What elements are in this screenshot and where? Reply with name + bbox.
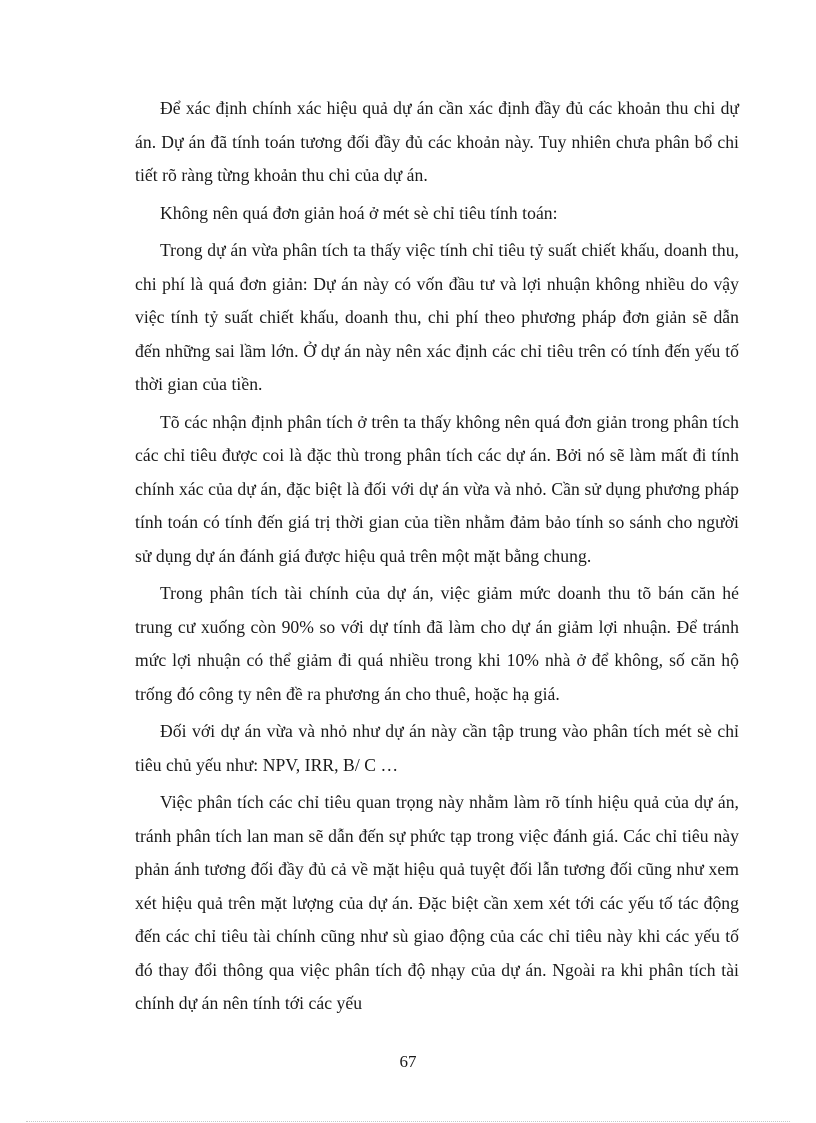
paragraph-3: Trong dự án vừa phân tích ta thấy việc tính chỉ tiêu tỷ suất chiết khấu, doanh thu, chi phí là quá đơn giản: Dự án này có vốn đầu tư và lợi nhuận không nhiều do vậy việc tính tỷ suất chiết khấu, doanh thu, chi phí theo phương pháp đơn giản sẽ dẫn đến những sai lầm lớn. Ở dự án này nên xác định các chỉ tiêu trên có tính đến yếu tố thời gian của tiền. [135, 240, 739, 394]
paragraph-1: Để xác định chính xác hiệu quả dự án cần xác định đầy đủ các khoản thu chi dự án. Dự án đã tính toán tương đối đầy đủ các khoản này. Tuy nhiên chưa phân bổ chi tiết rõ ràng từng khoản thu chi của dự án. [135, 98, 739, 185]
paragraph-7: Việc phân tích các chỉ tiêu quan trọng này nhằm làm rõ tính hiệu quả của dự án, tránh phân tích lan man sẽ dẫn đến sự phức tạp trong việc đánh giá. Các chỉ tiêu này phản ánh tương đối đầy đủ cả về mặt hiệu quả tuyệt đối lẫn tương đối cũng như xem xét hiệu quả trên mặt lượng của dự án. Đặc biệt cần xem xét tới các yếu tố tác động đến các chỉ tiêu tài chính cũng như sù giao động của các chỉ tiêu này khi các yếu tố đó thay đổi thông qua việc phân tích độ nhạy của dự án. Ngoài ra khi phân tích tài chính dự án nên tính tới các yếu [135, 792, 739, 1013]
page-number: 67 [399, 1052, 417, 1071]
paragraph-5: Trong phân tích tài chính của dự án, việc giảm mức doanh thu tõ bán căn hé trung cư xuống còn 90% so với dự tính đã làm cho dự án giảm lợi nhuận. Để tránh mức lợi nhuận có thể giảm đi quá nhiều trong khi 10% nhà ở để không, số căn hộ trống đó công ty nên đề ra phương án cho thuê, hoặc hạ giá. [135, 583, 739, 704]
paragraph-2: Không nên quá đơn giản hoá ở mét sè chỉ tiêu tính toán: [160, 202, 558, 223]
paragraph-6: Đối với dự án vừa và nhỏ như dự án này cần tập trung vào phân tích mét sè chỉ tiêu chủ yếu như: NPV, IRR, B/ C … [135, 721, 739, 775]
page-body [135, 92, 739, 1025]
paragraph-4: Tõ các nhận định phân tích ở trên ta thấy không nên quá đơn giản trong phân tích các chỉ tiêu được coi là đặc thù trong phân tích các dự án. Bởi nó sẽ làm mất đi tính chính xác của dự án, đặc biệt là đối với dự án vừa và nhỏ. Cần sử dụng phương pháp tính toán có tính đến giá trị thời gian của tiền nhằm đảm bảo tính so sánh cho người sử dụng dự án đánh giá được hiệu quả trên một mặt bằng chung. [135, 411, 739, 566]
page-bottom-divider [26, 1121, 790, 1122]
